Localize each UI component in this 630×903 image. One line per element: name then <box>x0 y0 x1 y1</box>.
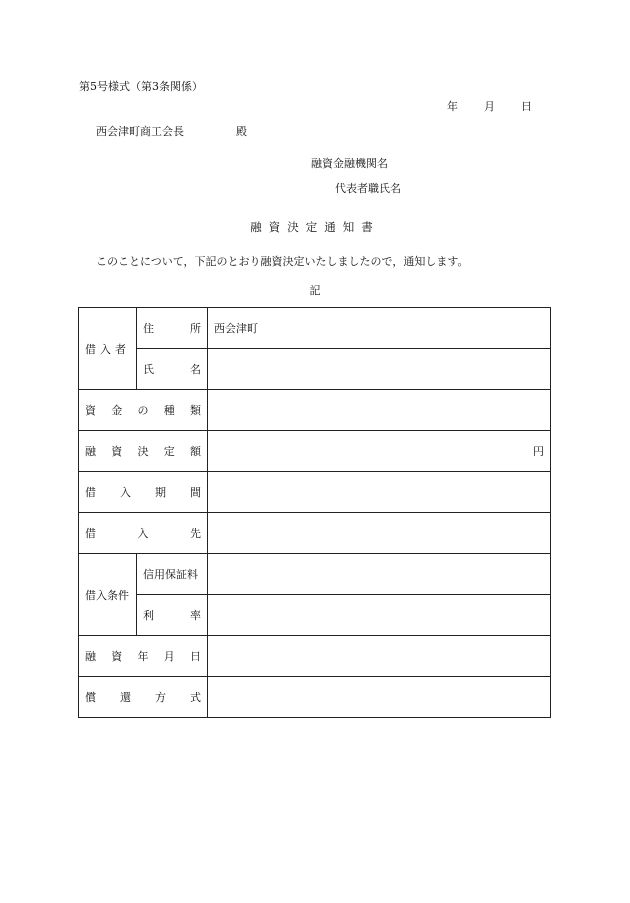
address-label: 住 所 <box>137 308 208 349</box>
date-day: 日 <box>521 100 532 113</box>
repayment-label: 償 還 方 式 <box>79 677 208 718</box>
table-row <box>79 513 551 554</box>
table-row <box>79 595 551 636</box>
loan-decision-table <box>78 307 551 718</box>
name-value <box>208 349 551 390</box>
date-year: 年 <box>447 100 458 113</box>
date-line <box>447 101 532 112</box>
interest-rate-value <box>208 595 551 636</box>
ki-label: 記 <box>309 284 321 297</box>
name-label: 氏 名 <box>137 349 208 390</box>
form-number: 第5号様式（第3条関係） <box>79 80 203 93</box>
loan-amount-label: 融 資 決 定 額 <box>79 431 208 472</box>
period-value <box>208 472 551 513</box>
guarantee-fee-label: 信用保証料 <box>137 554 208 595</box>
table-row <box>79 349 551 390</box>
conditions-group-label: 借入条件 <box>79 554 137 636</box>
lender-value <box>208 513 551 554</box>
guarantee-fee-value <box>208 554 551 595</box>
borrower-group-label <box>79 308 137 390</box>
interest-rate-label: 利 率 <box>137 595 208 636</box>
loan-date-label: 融 資 年 月 日 <box>79 636 208 677</box>
table-row <box>79 554 551 595</box>
table-row <box>79 677 551 718</box>
borrower-group-text: 借 入 者 <box>85 342 126 356</box>
loan-date-value <box>208 636 551 677</box>
lender-label: 借 入 先 <box>79 513 208 554</box>
table-row <box>79 472 551 513</box>
body-text: このことについて，下記のとおり融資決定いたしましたので，通知します。 <box>96 255 469 268</box>
table-row <box>79 431 551 472</box>
addressee: 西会津町商工会長 <box>96 125 184 138</box>
address-value: 西会津町 <box>208 308 551 349</box>
table-row <box>79 390 551 431</box>
honorific: 殿 <box>236 125 247 138</box>
yen-unit: 円 <box>533 445 544 458</box>
period-label: 借 入 期 間 <box>79 472 208 513</box>
table-row <box>79 308 551 349</box>
fund-type-label: 資 金 の 種 類 <box>79 390 208 431</box>
fund-type-value <box>208 390 551 431</box>
table-row <box>79 636 551 677</box>
loan-amount-value <box>208 431 551 472</box>
repayment-value <box>208 677 551 718</box>
issuer-org-label: 融資金融機関名 <box>311 157 388 170</box>
document-title: 融資決定通知書 <box>250 220 380 234</box>
date-month: 月 <box>484 100 495 113</box>
issuer-rep-label: 代表者職氏名 <box>335 182 401 195</box>
